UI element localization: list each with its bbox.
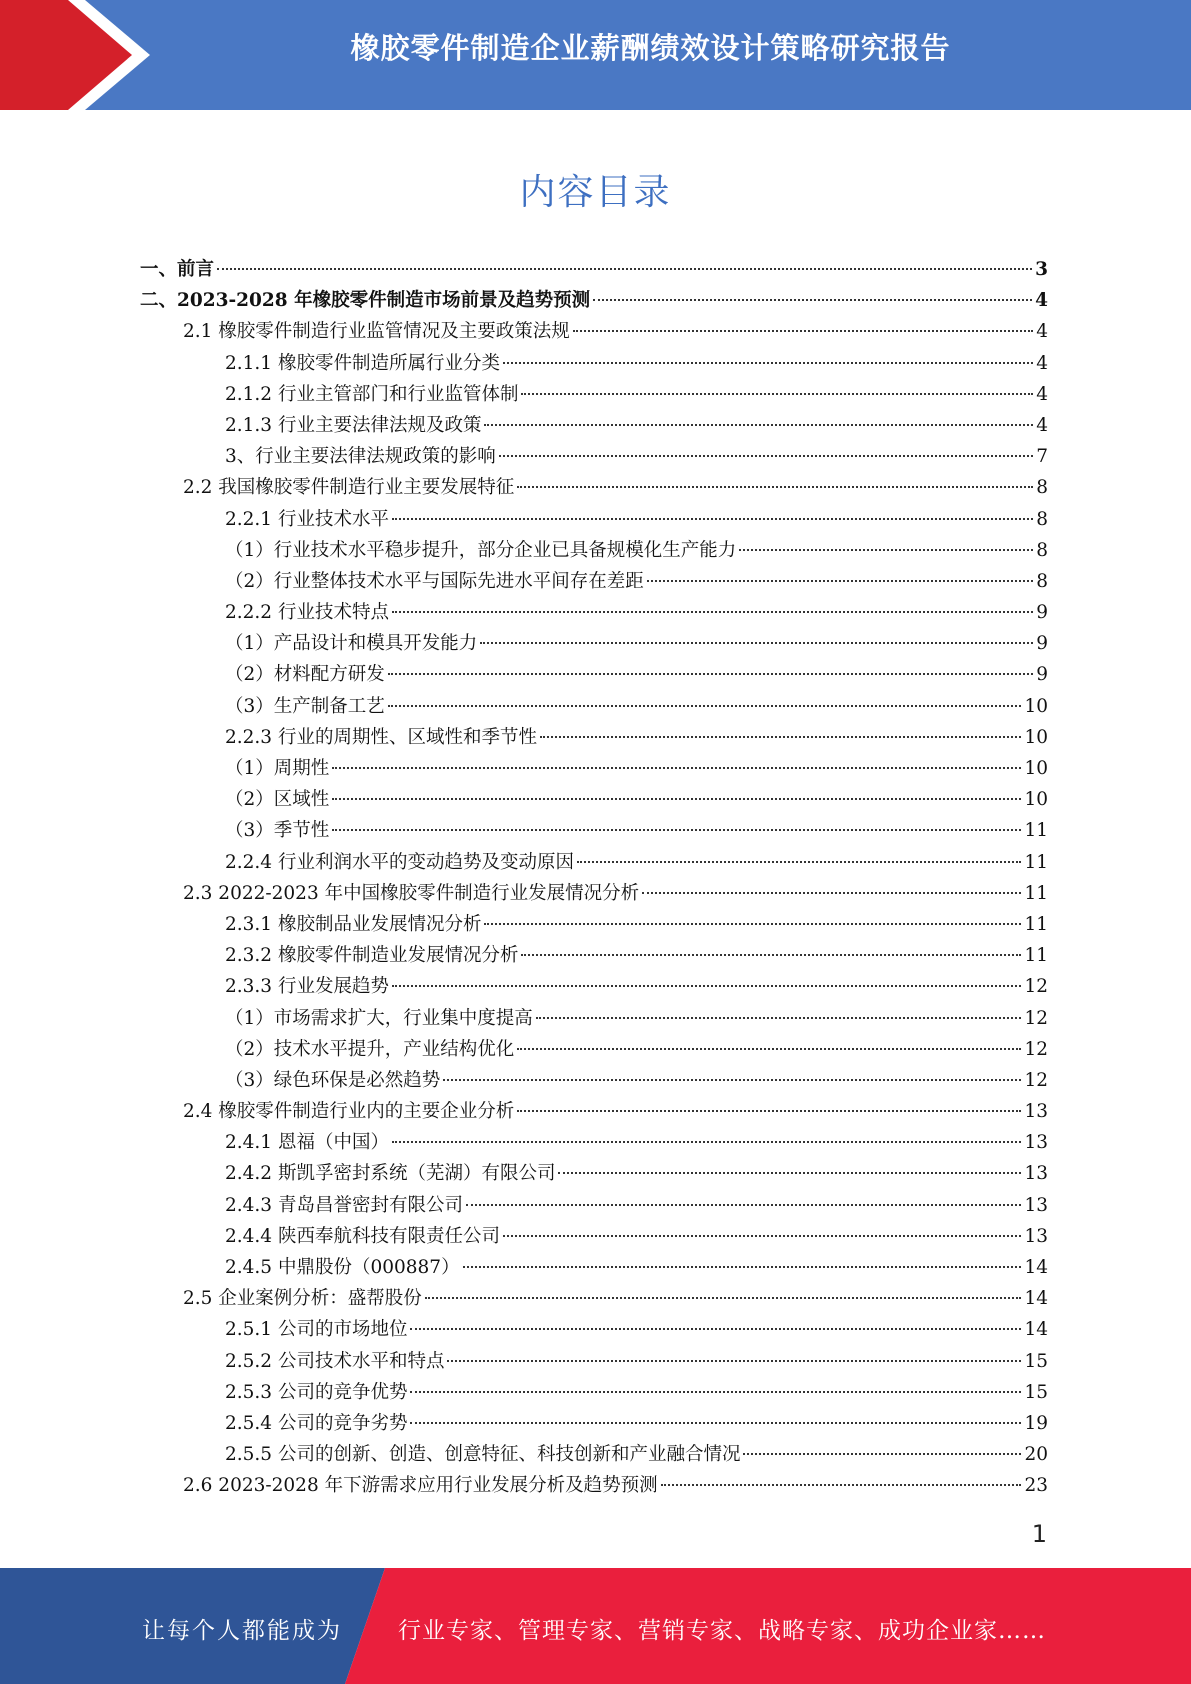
toc-entry[interactable]	[0, 316, 1048, 347]
header-chevron-icon	[0, 0, 160, 110]
toc-entry-label: 2.5 企业案例分析：盛帮股份	[183, 1288, 422, 1310]
toc-entry-label: （2）技术水平提升，产业结构优化	[225, 1038, 515, 1060]
footer-slogan-right: 行业专家、管理专家、营销专家、战略专家、成功企业家……	[398, 1618, 1046, 1644]
toc-dot-leader	[392, 1141, 1021, 1143]
toc-entry[interactable]	[0, 1408, 1048, 1439]
toc-entry-label: 2.2 我国橡胶零件制造行业主要发展特征	[183, 477, 515, 499]
toc-entry[interactable]	[0, 1221, 1048, 1252]
toc-dot-leader	[388, 673, 1033, 675]
toc-title: 内容目录	[519, 172, 672, 213]
toc-dot-leader	[332, 829, 1021, 831]
toc-dot-leader	[332, 767, 1021, 769]
toc-entry-label: 2.1.3 行业主要法律法规及政策	[225, 414, 482, 436]
toc-entry-label: 一、前言	[140, 259, 215, 280]
report-title: 橡胶零件制造企业薪酬绩效设计策略研究报告	[350, 31, 951, 65]
toc-dot-leader	[743, 1453, 1021, 1455]
toc-dot-leader	[480, 642, 1033, 644]
toc-entry-page: 11	[1024, 945, 1048, 967]
toc-entry-label: （2）区域性	[225, 789, 330, 811]
toc-entry-page: 9	[1036, 602, 1048, 624]
toc-entry-page: 11	[1024, 820, 1048, 842]
toc-entry-page: 7	[1036, 446, 1048, 468]
toc-entry-label: 2.4.4 陕西奉航科技有限责任公司	[225, 1225, 500, 1247]
toc-entry[interactable]	[0, 753, 1048, 784]
toc-entry-label: 2.6 2023-2028 年下游需求应用行业发展分析及趋势预测	[183, 1475, 658, 1497]
toc-entry[interactable]	[0, 878, 1048, 909]
toc-entry-page: 9	[1036, 633, 1048, 655]
toc-entry-page: 20	[1024, 1444, 1048, 1466]
toc-dot-leader	[410, 1391, 1021, 1393]
toc-entry-page: 13	[1024, 1101, 1048, 1123]
toc-entry-label: 2.5.5 公司的创新、创造、创意特征、科技创新和产业融合情况	[225, 1444, 741, 1466]
toc-entry[interactable]	[0, 504, 1048, 535]
toc-entry-label: 2.4.3 青岛昌誉密封有限公司	[225, 1194, 463, 1216]
toc-dot-leader	[425, 1297, 1022, 1299]
toc-entry[interactable]	[0, 410, 1048, 441]
toc-dot-leader	[392, 985, 1021, 987]
page-number: 1	[1031, 1520, 1047, 1548]
toc-entry-label: （3）绿色环保是必然趋势	[225, 1069, 441, 1091]
toc-dot-leader	[558, 1172, 1021, 1174]
toc-entry-label: （3）季节性	[225, 820, 330, 842]
toc-entry-label: 2.5.3 公司的竞争优势	[225, 1381, 408, 1403]
toc-entry[interactable]	[0, 1252, 1048, 1283]
toc-entry[interactable]	[0, 847, 1048, 878]
toc-entry-page: 10	[1024, 789, 1048, 811]
toc-dot-leader	[536, 1017, 1022, 1019]
page-footer	[0, 1568, 1191, 1684]
toc-entry-label: 2.3 2022-2023 年中国橡胶零件制造行业发展情况分析	[183, 882, 640, 904]
toc-entry-label: 2.2.3 行业的周期性、区域性和季节性	[225, 726, 537, 748]
toc-entry-label: 2.2.2 行业技术特点	[225, 602, 389, 624]
toc-entry[interactable]	[0, 1470, 1048, 1501]
toc-entry-page: 12	[1024, 976, 1048, 998]
toc-entry[interactable]	[0, 1314, 1048, 1345]
toc-entry-page: 11	[1024, 851, 1048, 873]
toc-dot-leader	[661, 1484, 1022, 1486]
toc-dot-leader	[484, 923, 1021, 925]
toc-entry-label: 2.3.3 行业发展趋势	[225, 976, 389, 998]
toc-entry-page: 8	[1036, 570, 1048, 592]
toc-entry[interactable]	[0, 472, 1048, 503]
toc-entry[interactable]	[0, 909, 1048, 940]
toc-entry[interactable]	[0, 285, 1048, 316]
toc-entry-page: 23	[1024, 1475, 1048, 1497]
toc-dot-leader	[217, 268, 1032, 270]
toc-entry-page: 8	[1036, 508, 1048, 530]
toc-entry-page: 4	[1036, 414, 1048, 436]
toc-entry-page: 13	[1024, 1225, 1048, 1247]
toc-entry[interactable]	[0, 1003, 1048, 1034]
toc-entry-page: 12	[1024, 1007, 1048, 1029]
toc-entry[interactable]	[0, 691, 1048, 722]
toc-entry[interactable]	[0, 1377, 1048, 1408]
toc-dot-leader	[573, 330, 1033, 332]
toc-entry[interactable]	[0, 659, 1048, 690]
toc-entry[interactable]	[0, 379, 1048, 410]
toc-entry-label: 3、行业主要法律法规政策的影响	[225, 446, 496, 468]
toc-dot-leader	[484, 424, 1033, 426]
toc-entry-page: 13	[1024, 1132, 1048, 1154]
toc-entry-page: 4	[1035, 290, 1048, 312]
toc-dot-leader	[499, 455, 1033, 457]
toc-dot-leader	[647, 580, 1033, 582]
toc-dot-leader	[517, 486, 1033, 488]
toc-dot-leader	[577, 861, 1021, 863]
toc-entry-page: 14	[1024, 1288, 1048, 1310]
toc-entry-page: 8	[1036, 539, 1048, 561]
toc-entry-page: 4	[1036, 321, 1048, 343]
toc-entry-page: 14	[1024, 1257, 1048, 1278]
toc-dot-leader	[521, 393, 1033, 395]
toc-dot-leader	[517, 1110, 1021, 1112]
toc-entry[interactable]	[0, 1190, 1048, 1221]
toc-entry-label: （2）行业整体技术水平与国际先进水平间存在差距	[225, 570, 644, 592]
toc-dot-leader	[503, 1235, 1021, 1237]
toc-entry[interactable]	[0, 1346, 1048, 1377]
toc-entry-label: 2.4 橡胶零件制造行业内的主要企业分析	[183, 1101, 515, 1123]
toc-entry-label: 2.4.2 斯凯孚密封系统（芜湖）有限公司	[225, 1163, 556, 1185]
toc-entry-page: 12	[1024, 1038, 1048, 1060]
toc-dot-leader	[642, 892, 1021, 894]
toc-entry-label: 2.3.1 橡胶制品业发展情况分析	[225, 913, 482, 935]
toc-dot-leader	[410, 1422, 1021, 1424]
toc-entry-label: 2.3.2 橡胶零件制造业发展情况分析	[225, 945, 519, 967]
toc-entry[interactable]	[0, 1065, 1048, 1096]
toc-entry-label: （2）材料配方研发	[225, 664, 385, 686]
toc-dot-leader	[410, 1328, 1021, 1330]
toc-entry-label: （3）生产制备工艺	[225, 695, 385, 717]
toc-dot-leader	[503, 362, 1033, 364]
toc-entry-page: 4	[1036, 383, 1048, 405]
toc-entry[interactable]	[0, 1158, 1048, 1189]
page-header	[0, 0, 1191, 110]
toc-dot-leader	[466, 1204, 1021, 1206]
toc-entry-label: 2.5.1 公司的市场地位	[225, 1319, 408, 1341]
toc-entry-page: 10	[1024, 726, 1048, 748]
table-of-contents	[0, 254, 1191, 1502]
toc-entry-page: 10	[1024, 695, 1048, 717]
toc-entry[interactable]	[0, 441, 1048, 472]
toc-entry-label: （1）产品设计和模具开发能力	[225, 633, 478, 655]
toc-entry-label: 2.1.1 橡胶零件制造所属行业分类	[225, 352, 500, 374]
toc-dot-leader	[392, 611, 1033, 613]
toc-entry-page: 3	[1035, 259, 1048, 280]
toc-entry-page: 11	[1024, 913, 1048, 935]
toc-entry-label: 2.5.4 公司的竞争劣势	[225, 1412, 408, 1434]
toc-entry[interactable]	[0, 1283, 1048, 1314]
toc-dot-leader	[540, 736, 1021, 738]
toc-entry-page: 10	[1024, 758, 1048, 779]
toc-entry[interactable]	[0, 254, 1048, 285]
toc-entry-label: （1）市场需求扩大，行业集中度提高	[225, 1007, 533, 1029]
toc-dot-leader	[392, 518, 1033, 520]
toc-entry-label: 2.2.4 行业利润水平的变动趋势及变动原因	[225, 851, 574, 873]
toc-entry-label: 二、2023-2028 年橡胶零件制造市场前景及趋势预测	[140, 290, 591, 312]
toc-entry[interactable]	[0, 1127, 1048, 1158]
toc-dot-leader	[739, 549, 1033, 551]
toc-dot-leader	[593, 299, 1032, 301]
toc-entry-label: 2.5.2 公司技术水平和特点	[225, 1350, 445, 1372]
toc-entry[interactable]	[0, 628, 1048, 659]
toc-entry-label: 2.2.1 行业技术水平	[225, 508, 389, 530]
footer-slogan-left: 让每个人都能成为	[142, 1618, 342, 1644]
toc-dot-leader	[521, 954, 1021, 956]
toc-entry[interactable]	[0, 597, 1048, 628]
toc-entry-page: 15	[1024, 1350, 1048, 1372]
toc-entry-label: （1）行业技术水平稳步提升，部分企业已具备规模化生产能力	[225, 539, 737, 561]
toc-entry[interactable]	[0, 722, 1048, 753]
toc-entry-page: 13	[1024, 1163, 1048, 1185]
toc-entry[interactable]	[0, 566, 1048, 597]
toc-entry-page: 13	[1024, 1194, 1048, 1216]
toc-entry-label: 2.1.2 行业主管部门和行业监管体制	[225, 383, 519, 405]
toc-entry-page: 19	[1024, 1412, 1048, 1434]
toc-dot-leader	[447, 1360, 1021, 1362]
toc-entry-label: 2.1 橡胶零件制造行业监管情况及主要政策法规	[183, 321, 570, 343]
toc-entry[interactable]	[0, 1034, 1048, 1065]
toc-entry-page: 14	[1024, 1319, 1048, 1341]
toc-entry-label: 2.4.5 中鼎股份（000887）	[225, 1257, 460, 1278]
toc-entry-label: （1）周期性	[225, 758, 330, 779]
toc-dot-leader	[388, 705, 1022, 707]
toc-entry[interactable]	[0, 1096, 1048, 1127]
toc-entry-page: 11	[1024, 882, 1048, 904]
toc-entry[interactable]	[0, 971, 1048, 1002]
toc-entry-page: 4	[1036, 352, 1048, 374]
toc-entry[interactable]	[0, 535, 1048, 566]
toc-entry-page: 12	[1024, 1069, 1048, 1091]
toc-entry-label: 2.4.1 恩福（中国）	[225, 1132, 389, 1154]
toc-dot-leader	[463, 1266, 1022, 1268]
toc-entry-page: 15	[1024, 1381, 1048, 1403]
toc-entry[interactable]	[0, 348, 1048, 379]
toc-dot-leader	[517, 1048, 1021, 1050]
toc-entry[interactable]	[0, 940, 1048, 971]
toc-entry[interactable]	[0, 784, 1048, 815]
toc-entry[interactable]	[0, 815, 1048, 846]
toc-entry-page: 8	[1036, 477, 1048, 499]
toc-entry-page: 9	[1036, 664, 1048, 686]
toc-entry[interactable]	[0, 1439, 1048, 1470]
toc-dot-leader	[443, 1079, 1021, 1081]
toc-dot-leader	[332, 798, 1021, 800]
